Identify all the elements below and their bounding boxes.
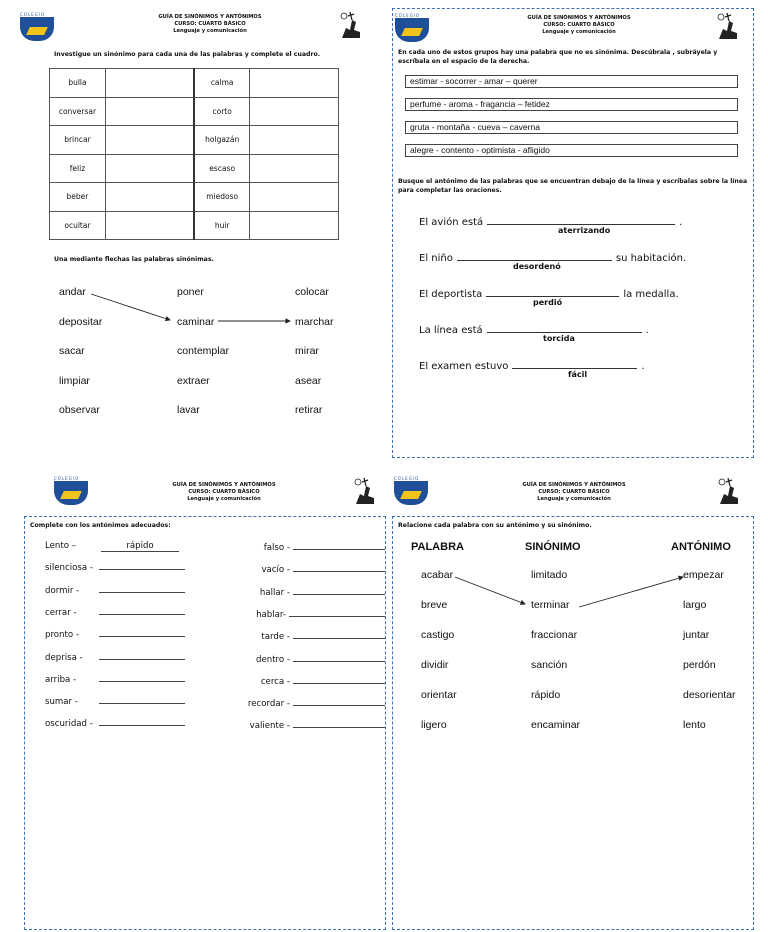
antonym-row-left xyxy=(45,697,185,707)
word-group-box: estimar - socorrer - amar – querer xyxy=(405,75,738,88)
school-logo xyxy=(54,476,88,506)
relate-word-sinonimo: terminar xyxy=(531,599,570,611)
arrow-word-col2: lavar xyxy=(177,404,200,416)
antonym-row-left xyxy=(45,541,179,552)
logo-shield xyxy=(395,24,429,42)
answer-line[interactable] xyxy=(487,323,642,333)
antonym-word: dentro - xyxy=(256,654,290,665)
arrow-acabar-terminar xyxy=(455,577,525,604)
header-title: GUÍA DE SINÓNIMOS Y ANTÓNIMOS xyxy=(172,482,276,488)
instruction-arrows: Una mediante flechas las palabras sinónimas. xyxy=(54,256,214,263)
antonyms-box xyxy=(24,516,386,930)
logo-text: COLEGIO xyxy=(54,476,80,481)
hint-word: desordenó xyxy=(513,262,561,271)
antonym-row-right xyxy=(225,586,385,598)
answer-line[interactable] xyxy=(457,251,612,261)
page-header xyxy=(489,15,669,36)
school-logo xyxy=(394,476,428,506)
header-title: GUÍA DE SINÓNIMOS Y ANTÓNIMOS xyxy=(522,482,626,488)
sentence-end: la medalla. xyxy=(623,289,679,300)
arrow-word-col3: marchar xyxy=(295,315,334,328)
worksheet-page-antonyms xyxy=(24,474,386,930)
arrow-word-col2: extraer xyxy=(177,374,210,387)
antonym-word: deprisa - xyxy=(45,652,83,663)
arrow-terminar-empezar xyxy=(579,577,683,607)
antonym-row-right xyxy=(225,563,385,575)
antonym-row-left xyxy=(45,719,185,729)
antonym-answer-line[interactable] xyxy=(289,608,385,617)
antonym-word: arriba - xyxy=(45,674,77,685)
antonym-row-left xyxy=(45,675,185,685)
logo-text: COLEGIO xyxy=(394,476,420,481)
header-subject: Lenguaje y comunicación xyxy=(542,29,616,35)
word-group-box: perfume - aroma - fragancia – fetidez xyxy=(405,98,738,111)
antonym-word: falso - xyxy=(263,543,290,553)
header-course: CURSO: CUARTO BÁSICO xyxy=(188,489,260,495)
antonym-answer-line[interactable] xyxy=(293,675,385,684)
table-word-cell: escaso xyxy=(194,154,250,183)
arrow-word-col1: limpiar xyxy=(59,374,90,387)
sentence-start: La línea está xyxy=(419,325,483,336)
logo-shield xyxy=(54,487,88,505)
instruction-odd-word: En cada uno de estos grupos hay una palabra que no es sinónima. Descúbrala , subráyela y escríbala en el espacio de la derecha. xyxy=(398,49,718,65)
answer-line[interactable] xyxy=(512,359,637,369)
table-word-cell: beber xyxy=(50,183,106,212)
antonym-row-left xyxy=(45,586,185,596)
sentence-end: . xyxy=(679,217,683,228)
sentence-start: El avión está xyxy=(419,217,484,228)
antonym-answer-line[interactable] xyxy=(99,569,185,570)
instruction-synonym-table: Investigue un sinónimo para cada una de las palabras y complete el cuadro. xyxy=(54,51,321,58)
answer-line[interactable] xyxy=(487,215,675,225)
logo-shield xyxy=(394,487,428,505)
relate-word-antonimo: perdón xyxy=(683,659,716,671)
antonym-answer-line[interactable] xyxy=(99,681,185,682)
relate-box xyxy=(392,516,754,930)
antonym-word: Lento – xyxy=(45,541,77,551)
arrow-word-col3: colocar xyxy=(295,286,329,298)
table-word-cell: calma xyxy=(194,69,250,98)
table-word-cell: conversar xyxy=(50,97,106,126)
sentence-end: su habitación. xyxy=(615,253,687,264)
arrow-word-col1: andar xyxy=(59,286,86,298)
antonym-answer-line[interactable] xyxy=(293,586,385,595)
antonym-row-right xyxy=(225,675,385,687)
header-palabra: PALABRA xyxy=(411,541,464,553)
arrow-word-col3: mirar xyxy=(295,345,319,357)
instruction-antonyms: Complete con los antónimos adecuados: xyxy=(30,522,171,529)
table-word-cell: ocultar xyxy=(50,211,106,240)
don-quijote-icon xyxy=(716,476,742,506)
antonym-row-right xyxy=(225,630,385,642)
sentence-row xyxy=(419,215,682,228)
header-subject: Lenguaje y comunicación xyxy=(537,496,611,502)
header-course: CURSO: CUARTO BÁSICO xyxy=(538,489,610,495)
antonym-row-left xyxy=(45,630,185,640)
antonym-answer-line[interactable] xyxy=(293,697,385,706)
relate-word-palabra: ligero xyxy=(421,719,447,731)
don-quijote-icon xyxy=(352,476,378,506)
antonym-row-right xyxy=(225,653,385,665)
antonym-row-right xyxy=(225,719,385,731)
relate-word-sinonimo: encaminar xyxy=(531,719,581,731)
antonym-word: cerca - xyxy=(260,676,290,687)
header-title: GUÍA DE SINÓNIMOS Y ANTÓNIMOS xyxy=(158,14,262,20)
word-group-box: alegre - contento - optimista - afligido xyxy=(405,144,738,157)
antonym-row-left xyxy=(45,653,185,663)
antonym-word: recordar - xyxy=(247,699,290,710)
arrow-word-col3: retirar xyxy=(295,404,323,416)
sentence-start: El examen estuvo xyxy=(419,361,509,372)
antonym-row-right xyxy=(225,541,385,553)
antonym-answer-line[interactable] xyxy=(99,703,185,704)
relate-word-palabra: castigo xyxy=(421,629,455,641)
sentence-row xyxy=(419,359,645,372)
arrow-word-col1: observar xyxy=(59,404,100,416)
logo-text: COLEGIO xyxy=(20,12,46,17)
relate-word-sinonimo: limitado xyxy=(531,569,568,581)
antonym-word: silenciosa - xyxy=(45,563,93,574)
sentence-end: . xyxy=(641,361,645,372)
worksheet-page-relate xyxy=(392,474,754,930)
antonym-word: hallar - xyxy=(259,587,290,598)
antonym-row-right xyxy=(225,608,385,620)
antonym-answer-line[interactable] xyxy=(99,614,185,615)
page-header xyxy=(134,482,314,503)
worksheet-page-groups-sentences xyxy=(392,8,754,458)
header-antonimo: ANTÓNIMO xyxy=(671,541,731,553)
antonym-answer-line[interactable]: rápido xyxy=(101,541,179,552)
answer-line[interactable] xyxy=(486,287,619,297)
header-subject: Lenguaje y comunicación xyxy=(187,496,261,502)
table-word-cell: miedoso xyxy=(194,183,250,212)
antonym-word: oscuridad - xyxy=(45,719,93,730)
antonym-answer-line[interactable] xyxy=(293,653,385,662)
table-word-cell: holgazán xyxy=(194,126,250,155)
hint-word: aterrizando xyxy=(558,226,611,235)
antonym-answer-line[interactable] xyxy=(99,592,185,593)
table-word-cell: brincar xyxy=(50,126,106,155)
antonym-word: tarde - xyxy=(261,632,290,643)
relate-word-palabra: acabar xyxy=(421,569,454,581)
logo-text: COLEGIO xyxy=(395,13,421,18)
sentence-start: El niño xyxy=(419,253,453,264)
sentence-row xyxy=(419,323,649,336)
antonym-answer-line[interactable] xyxy=(99,636,185,637)
antonym-word: valiente - xyxy=(249,721,290,732)
antonym-row-left xyxy=(45,608,185,618)
page-header xyxy=(484,482,664,503)
antonym-word: sumar - xyxy=(45,697,78,708)
relate-word-antonimo: lento xyxy=(683,719,706,731)
sentence-start: El deportista xyxy=(419,289,483,300)
arrow-word-col2: contemplar xyxy=(177,345,229,357)
relate-word-sinonimo: fraccionar xyxy=(531,629,578,641)
hint-word: perdió xyxy=(533,298,563,307)
don-quijote-icon xyxy=(715,11,741,41)
relate-word-sinonimo: sanción xyxy=(531,659,568,671)
table-word-cell: huir xyxy=(194,211,250,240)
relate-arrows xyxy=(393,517,755,931)
word-group-box: gruta - montaña - cueva – caverna xyxy=(405,121,738,134)
relate-word-sinonimo: rápido xyxy=(531,689,561,701)
header-course: CURSO: CUARTO BÁSICO xyxy=(543,22,615,28)
instruction-relate: Relacione cada palabra con su antónimo y su sinónimo. xyxy=(398,522,592,529)
antonym-answer-line[interactable] xyxy=(293,541,385,550)
relate-word-antonimo: largo xyxy=(683,599,707,611)
header-subject: Lenguaje y comunicación xyxy=(173,28,247,34)
hint-word: torcida xyxy=(543,334,575,343)
arrow-andar-caminar xyxy=(91,294,170,320)
antonym-row-right xyxy=(225,697,385,709)
antonym-word: hablar- xyxy=(256,609,286,620)
antonym-answer-line[interactable] xyxy=(293,719,385,728)
relate-word-antonimo: empezar xyxy=(683,569,724,581)
antonym-answer-line[interactable] xyxy=(293,630,385,639)
antonym-word: vacío - xyxy=(261,565,290,576)
school-logo xyxy=(395,13,429,43)
header-title: GUÍA DE SINÓNIMOS Y ANTÓNIMOS xyxy=(527,15,631,21)
antonym-answer-line[interactable] xyxy=(293,563,385,572)
sentence-end: . xyxy=(645,325,649,336)
relate-word-palabra: dividir xyxy=(421,659,449,671)
table-word-cell: bulla xyxy=(50,69,106,98)
header-course: CURSO: CUARTO BÁSICO xyxy=(174,21,246,27)
relate-word-antonimo: juntar xyxy=(683,629,710,641)
arrow-word-col2: caminar xyxy=(177,315,215,328)
arrow-word-col2: poner xyxy=(177,286,204,298)
antonym-word: dormir - xyxy=(45,585,80,596)
relate-word-palabra: orientar xyxy=(421,689,457,701)
antonym-answer-line[interactable] xyxy=(99,659,185,660)
worksheet-page-synonyms-table xyxy=(10,8,376,458)
antonym-answer-line[interactable] xyxy=(99,725,185,726)
table-word-cell: corto xyxy=(194,97,250,126)
header-sinonimo: SINÓNIMO xyxy=(525,541,581,553)
arrow-word-col3: asear xyxy=(295,374,322,387)
relate-word-palabra: breve xyxy=(421,599,448,611)
relate-word-antonimo: desorientar xyxy=(683,689,736,701)
synonym-arrows xyxy=(10,8,376,458)
antonym-row-left xyxy=(45,563,185,573)
arrow-word-col1: depositar xyxy=(59,315,103,328)
hint-word: fácil xyxy=(568,370,588,379)
antonym-word: pronto - xyxy=(45,630,79,641)
arrow-word-col1: sacar xyxy=(59,345,85,357)
instruction-antonym-sentences: Busque el antónimo de las palabras que se encuentran debajo de la línea y escríbalas sobre la línea para completar las oraciones. xyxy=(398,178,748,194)
antonym-word: cerrar - xyxy=(45,607,77,618)
table-word-cell: feliz xyxy=(50,154,106,183)
